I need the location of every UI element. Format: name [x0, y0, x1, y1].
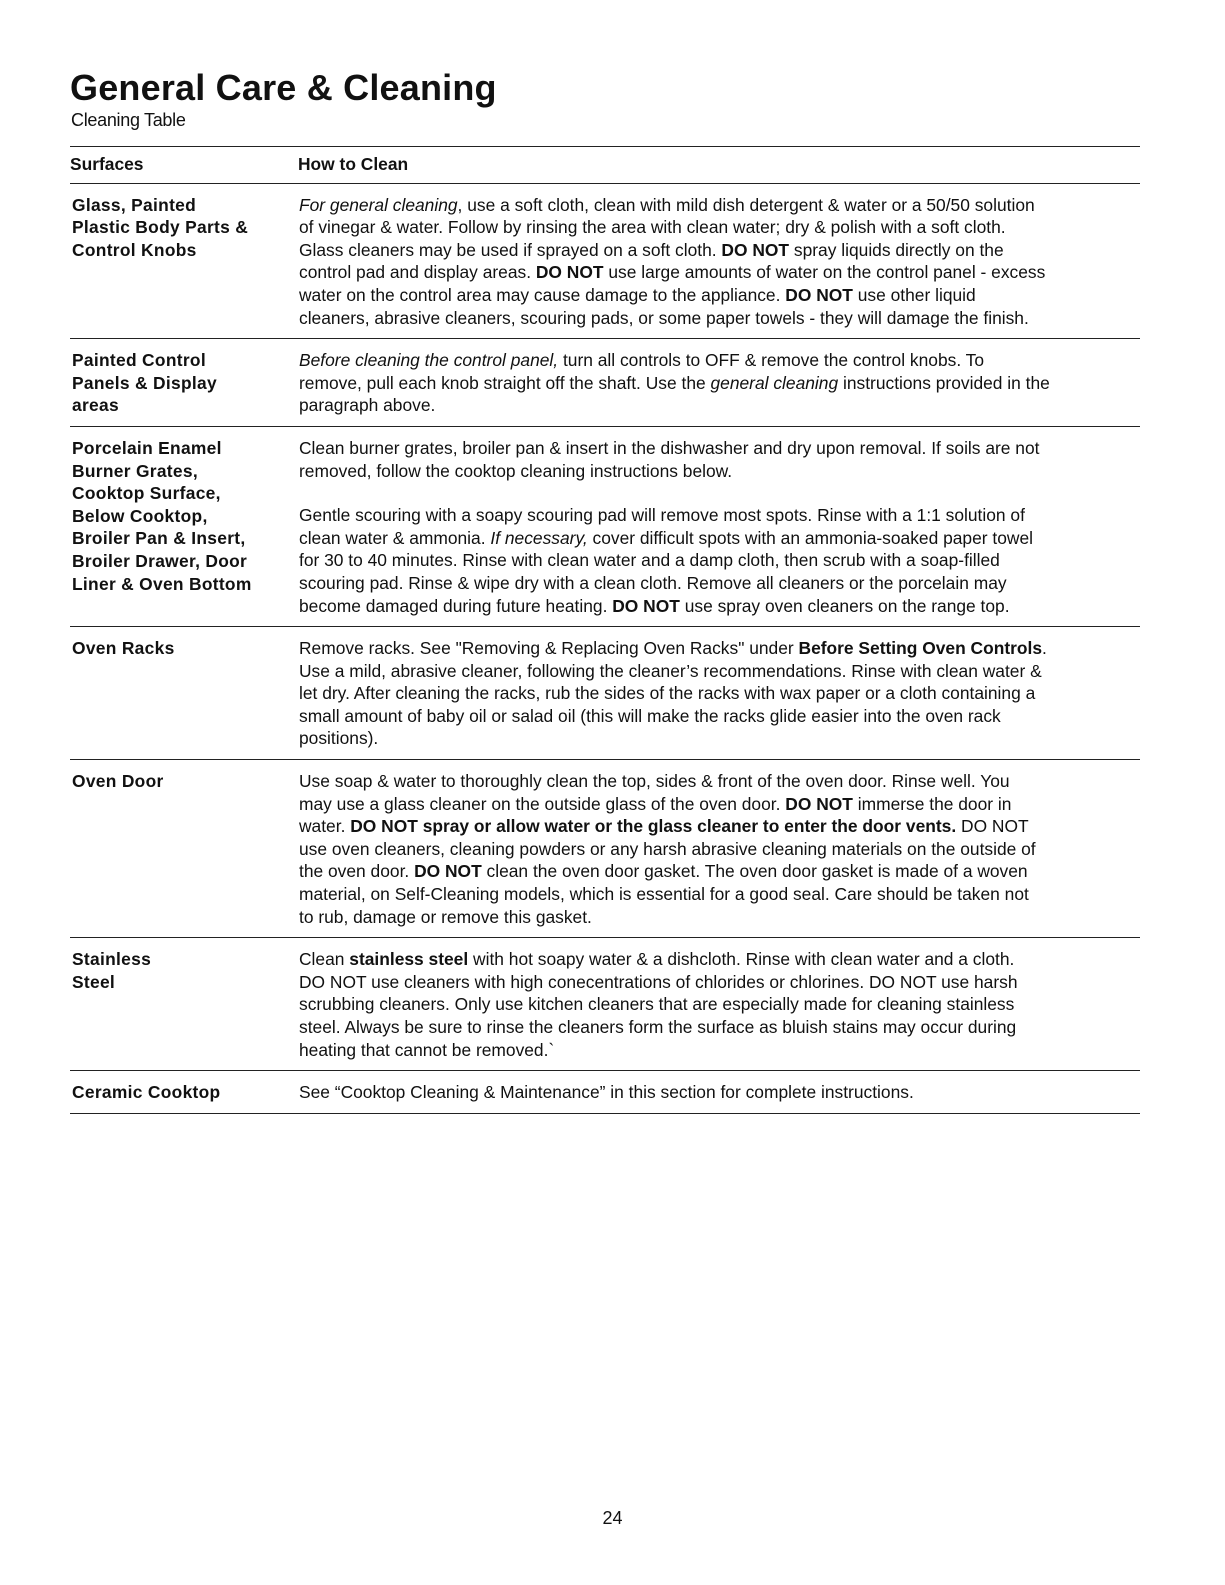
instruction-line: [299, 793, 1140, 816]
bold-text: DO NOT spray or allow water or the glass cleaner to enter the door vents.: [350, 816, 957, 837]
text-segment: Glass cleaners may be used if sprayed on a soft cloth.: [299, 239, 722, 260]
bold-text: DO NOT: [721, 239, 790, 260]
text-segment: control pad and display areas.: [299, 262, 536, 283]
text-segment: water on the control area may cause damage to the appliance.: [299, 284, 786, 305]
surface-label-line: Ceramic Cooktop: [72, 1082, 221, 1103]
how-to-clean-cell: [298, 938, 1140, 1071]
surface-cell: [70, 426, 298, 626]
bold-text: DO NOT: [785, 284, 853, 305]
surface-cell: [70, 627, 298, 760]
instruction-line: [299, 284, 1140, 307]
instruction-line: [299, 682, 1140, 705]
text-segment: spray liquids directly on the: [789, 239, 1004, 260]
cleaning-table: [70, 146, 1140, 1114]
text-segment: , use a soft cloth, clean with mild dish detergent & water or a 50/50 solution: [457, 194, 1035, 215]
bold-text: stainless steel: [349, 949, 469, 970]
instruction-line: [299, 372, 1140, 395]
text-segment: scouring pad. Rinse & wipe dry with a clean cloth. Remove all cleaners or the porcelain may: [299, 572, 1007, 593]
text-segment: cover difficult spots with an ammonia-soaked paper towel: [587, 527, 1033, 548]
surface-label-line: Plastic Body Parts &: [72, 217, 249, 238]
table-row: [70, 183, 1140, 339]
surface-label-line: Steel: [72, 971, 116, 992]
text-segment: become damaged during future heating.: [299, 595, 613, 616]
instruction-line: [299, 216, 1140, 239]
instruction-paragraph: [299, 770, 1140, 928]
text-segment: DO NOT: [956, 816, 1029, 837]
table-row: [70, 339, 1140, 427]
surface-cell: [70, 339, 298, 427]
instruction-paragraph: [299, 349, 1140, 417]
instruction-line: [299, 307, 1140, 330]
table-row: [70, 627, 1140, 760]
table-row: [70, 760, 1140, 938]
italic-text: If necessary,: [490, 527, 588, 548]
instruction-line: [299, 906, 1140, 929]
bold-text: DO NOT: [414, 861, 482, 882]
instruction-line: [299, 460, 1140, 483]
instruction-line: [299, 239, 1140, 262]
instruction-line: [299, 948, 1140, 971]
column-header-how-to-clean: How to Clean: [298, 147, 1140, 184]
instruction-line: [299, 705, 1140, 728]
surface-label-line: Broiler Pan & Insert,: [72, 528, 246, 549]
surface-label-line: Painted Control: [72, 350, 206, 371]
instruction-line: [299, 527, 1140, 550]
instruction-line: [299, 504, 1140, 527]
how-to-clean-cell: [298, 1071, 1140, 1114]
text-segment: let dry. After cleaning the racks, rub the sides of the racks with wax paper or a cloth containing a: [299, 683, 1036, 704]
surface-label-line: areas: [72, 395, 119, 416]
table-header-row: [70, 147, 1140, 184]
instruction-paragraph: [299, 504, 1140, 617]
instruction-line: [299, 770, 1140, 793]
italic-text: Before cleaning the control panel,: [299, 350, 559, 371]
instruction-line: [299, 1016, 1140, 1039]
text-segment: material, on Self-Cleaning models, which is essential for a good seal. Care should be taken not: [299, 884, 1029, 905]
how-to-clean-cell: [298, 339, 1140, 427]
surface-label-line: Oven Door: [72, 771, 164, 792]
text-segment: heating that cannot be removed.`: [299, 1039, 555, 1060]
instruction-line: [299, 993, 1140, 1016]
surface-label-line: Panels & Display: [72, 372, 217, 393]
instruction-line: [299, 660, 1140, 683]
surface-label-line: Oven Racks: [72, 638, 175, 659]
surface-label-line: Broiler Drawer, Door: [72, 550, 248, 571]
text-segment: scrubbing cleaners. Only use kitchen cleaners that are especially made for cleaning stainless: [299, 994, 1015, 1015]
italic-text: For general cleaning: [299, 194, 458, 215]
instruction-paragraph: [299, 194, 1140, 330]
text-segment: immerse the door in: [852, 793, 1012, 814]
instruction-line: [299, 194, 1140, 217]
instruction-line: [299, 815, 1140, 838]
surface-cell: [70, 1071, 298, 1114]
text-segment: removed, follow the cooktop cleaning instructions below.: [299, 460, 733, 481]
instruction-line: [299, 838, 1140, 861]
text-segment: .: [1042, 638, 1047, 659]
table-body: [70, 183, 1140, 1113]
instruction-line: [299, 1081, 1140, 1104]
text-segment: use other liquid: [852, 284, 976, 305]
page-title: General Care & Cleaning: [70, 67, 497, 108]
text-segment: turn all controls to OFF & remove the control knobs. To: [558, 350, 985, 371]
instruction-line: [299, 860, 1140, 883]
bold-text: Before Setting Oven Controls: [798, 638, 1043, 659]
page-subtitle: Cleaning Table: [71, 110, 186, 130]
surface-label-line: Burner Grates,: [72, 460, 198, 481]
text-segment: may use a glass cleaner on the outside glass of the oven door.: [299, 793, 786, 814]
how-to-clean-cell: [298, 183, 1140, 339]
how-to-clean-cell: [298, 627, 1140, 760]
column-header-surfaces: Surfaces: [70, 147, 298, 184]
surface-cell: [70, 760, 298, 938]
bold-text: DO NOT: [612, 595, 680, 616]
surface-cell: [70, 938, 298, 1071]
text-segment: of vinegar & water. Follow by rinsing the area with clean water; dry & polish with a soft cloth.: [299, 217, 1006, 238]
text-segment: water.: [299, 816, 351, 837]
text-segment: clean the oven door gasket. The oven door gasket is made of a woven: [481, 861, 1028, 882]
text-segment: use large amounts of water on the control panel - excess: [603, 262, 1046, 283]
text-segment: Clean burner grates, broiler pan & insert in the dishwasher and dry upon removal. If soils are not: [299, 437, 1040, 458]
text-segment: remove, pull each knob straight off the shaft. Use the: [299, 372, 711, 393]
instruction-line: [299, 883, 1140, 906]
bold-text: DO NOT: [785, 793, 853, 814]
text-segment: Gentle scouring with a soapy scouring pad will remove most spots. Rinse with a 1:1 solution of: [299, 505, 1025, 526]
instruction-line: [299, 394, 1140, 417]
text-segment: Use soap & water to thoroughly clean the top, sides & front of the oven door. Rinse well. You: [299, 771, 1010, 792]
surface-label-line: Cooktop Surface,: [72, 483, 221, 504]
how-to-clean-cell: [298, 760, 1140, 938]
text-segment: See “Cooktop Cleaning & Maintenance” in this section for complete instructions.: [299, 1082, 914, 1103]
surface-label-line: Control Knobs: [72, 239, 197, 260]
instruction-line: [299, 261, 1140, 284]
instruction-line: [299, 637, 1140, 660]
instruction-line: [299, 549, 1140, 572]
text-segment: use oven cleaners, cleaning powders or any harsh abrasive cleaning materials on the outside of: [299, 838, 1036, 859]
text-segment: use spray oven cleaners on the range top.: [679, 595, 1010, 616]
instruction-line: [299, 572, 1140, 595]
instruction-paragraph: [299, 1081, 1140, 1104]
text-segment: paragraph above.: [299, 395, 436, 416]
instruction-line: [299, 1039, 1140, 1062]
table-row: [70, 938, 1140, 1071]
text-segment: Remove racks. See "Removing & Replacing Oven Racks" under: [299, 638, 799, 659]
table-row: [70, 1071, 1140, 1114]
text-segment: small amount of baby oil or salad oil (this will make the racks glide easier into the oven rack: [299, 705, 1001, 726]
text-segment: clean water & ammonia.: [299, 527, 491, 548]
instruction-line: [299, 971, 1140, 994]
instruction-paragraph: [299, 637, 1140, 750]
text-segment: with hot soapy water & a dishcloth. Rinse with clean water and a cloth.: [468, 949, 1015, 970]
instruction-line: [299, 595, 1140, 618]
italic-text: general cleaning: [710, 372, 839, 393]
text-segment: steel. Always be sure to rinse the cleaners form the surface as bluish stains may occur during: [299, 1017, 1017, 1037]
text-segment: for 30 to 40 minutes. Rinse with clean water and a damp cloth, then scrub with a soap-filled: [299, 550, 1000, 571]
text-segment: the oven door.: [299, 861, 415, 882]
text-segment: cleaners, abrasive cleaners, scouring pads, or some paper towels - they will damage the finish.: [299, 307, 1029, 328]
instruction-paragraph: [299, 437, 1140, 482]
instruction-paragraph: [299, 948, 1140, 1061]
text-segment: positions).: [299, 728, 379, 749]
surface-label-line: Stainless: [72, 949, 152, 970]
instruction-line: [299, 437, 1140, 460]
instruction-line: [299, 727, 1140, 750]
text-segment: DO NOT use cleaners with high conecentrations of chlorides or chlorines. DO NOT use harsh: [299, 971, 1018, 992]
surface-label-line: Liner & Oven Bottom: [72, 573, 252, 594]
table-row: [70, 426, 1140, 626]
text-segment: to rub, damage or remove this gasket.: [299, 906, 592, 927]
surface-label-line: Glass, Painted: [72, 194, 197, 215]
page-number: 24: [602, 1508, 623, 1528]
text-segment: Clean: [299, 949, 350, 970]
how-to-clean-cell: [298, 426, 1140, 626]
bold-text: DO NOT: [535, 262, 604, 283]
surface-cell: [70, 183, 298, 339]
text-segment: instructions provided in the: [838, 372, 1050, 393]
surface-label-line: Below Cooktop,: [72, 505, 208, 526]
text-segment: Use a mild, abrasive cleaner, following the cleaner’s recommendations. Rinse with clean water &: [299, 660, 1042, 681]
instruction-line: [299, 349, 1140, 372]
surface-label-line: Porcelain Enamel: [72, 437, 222, 458]
